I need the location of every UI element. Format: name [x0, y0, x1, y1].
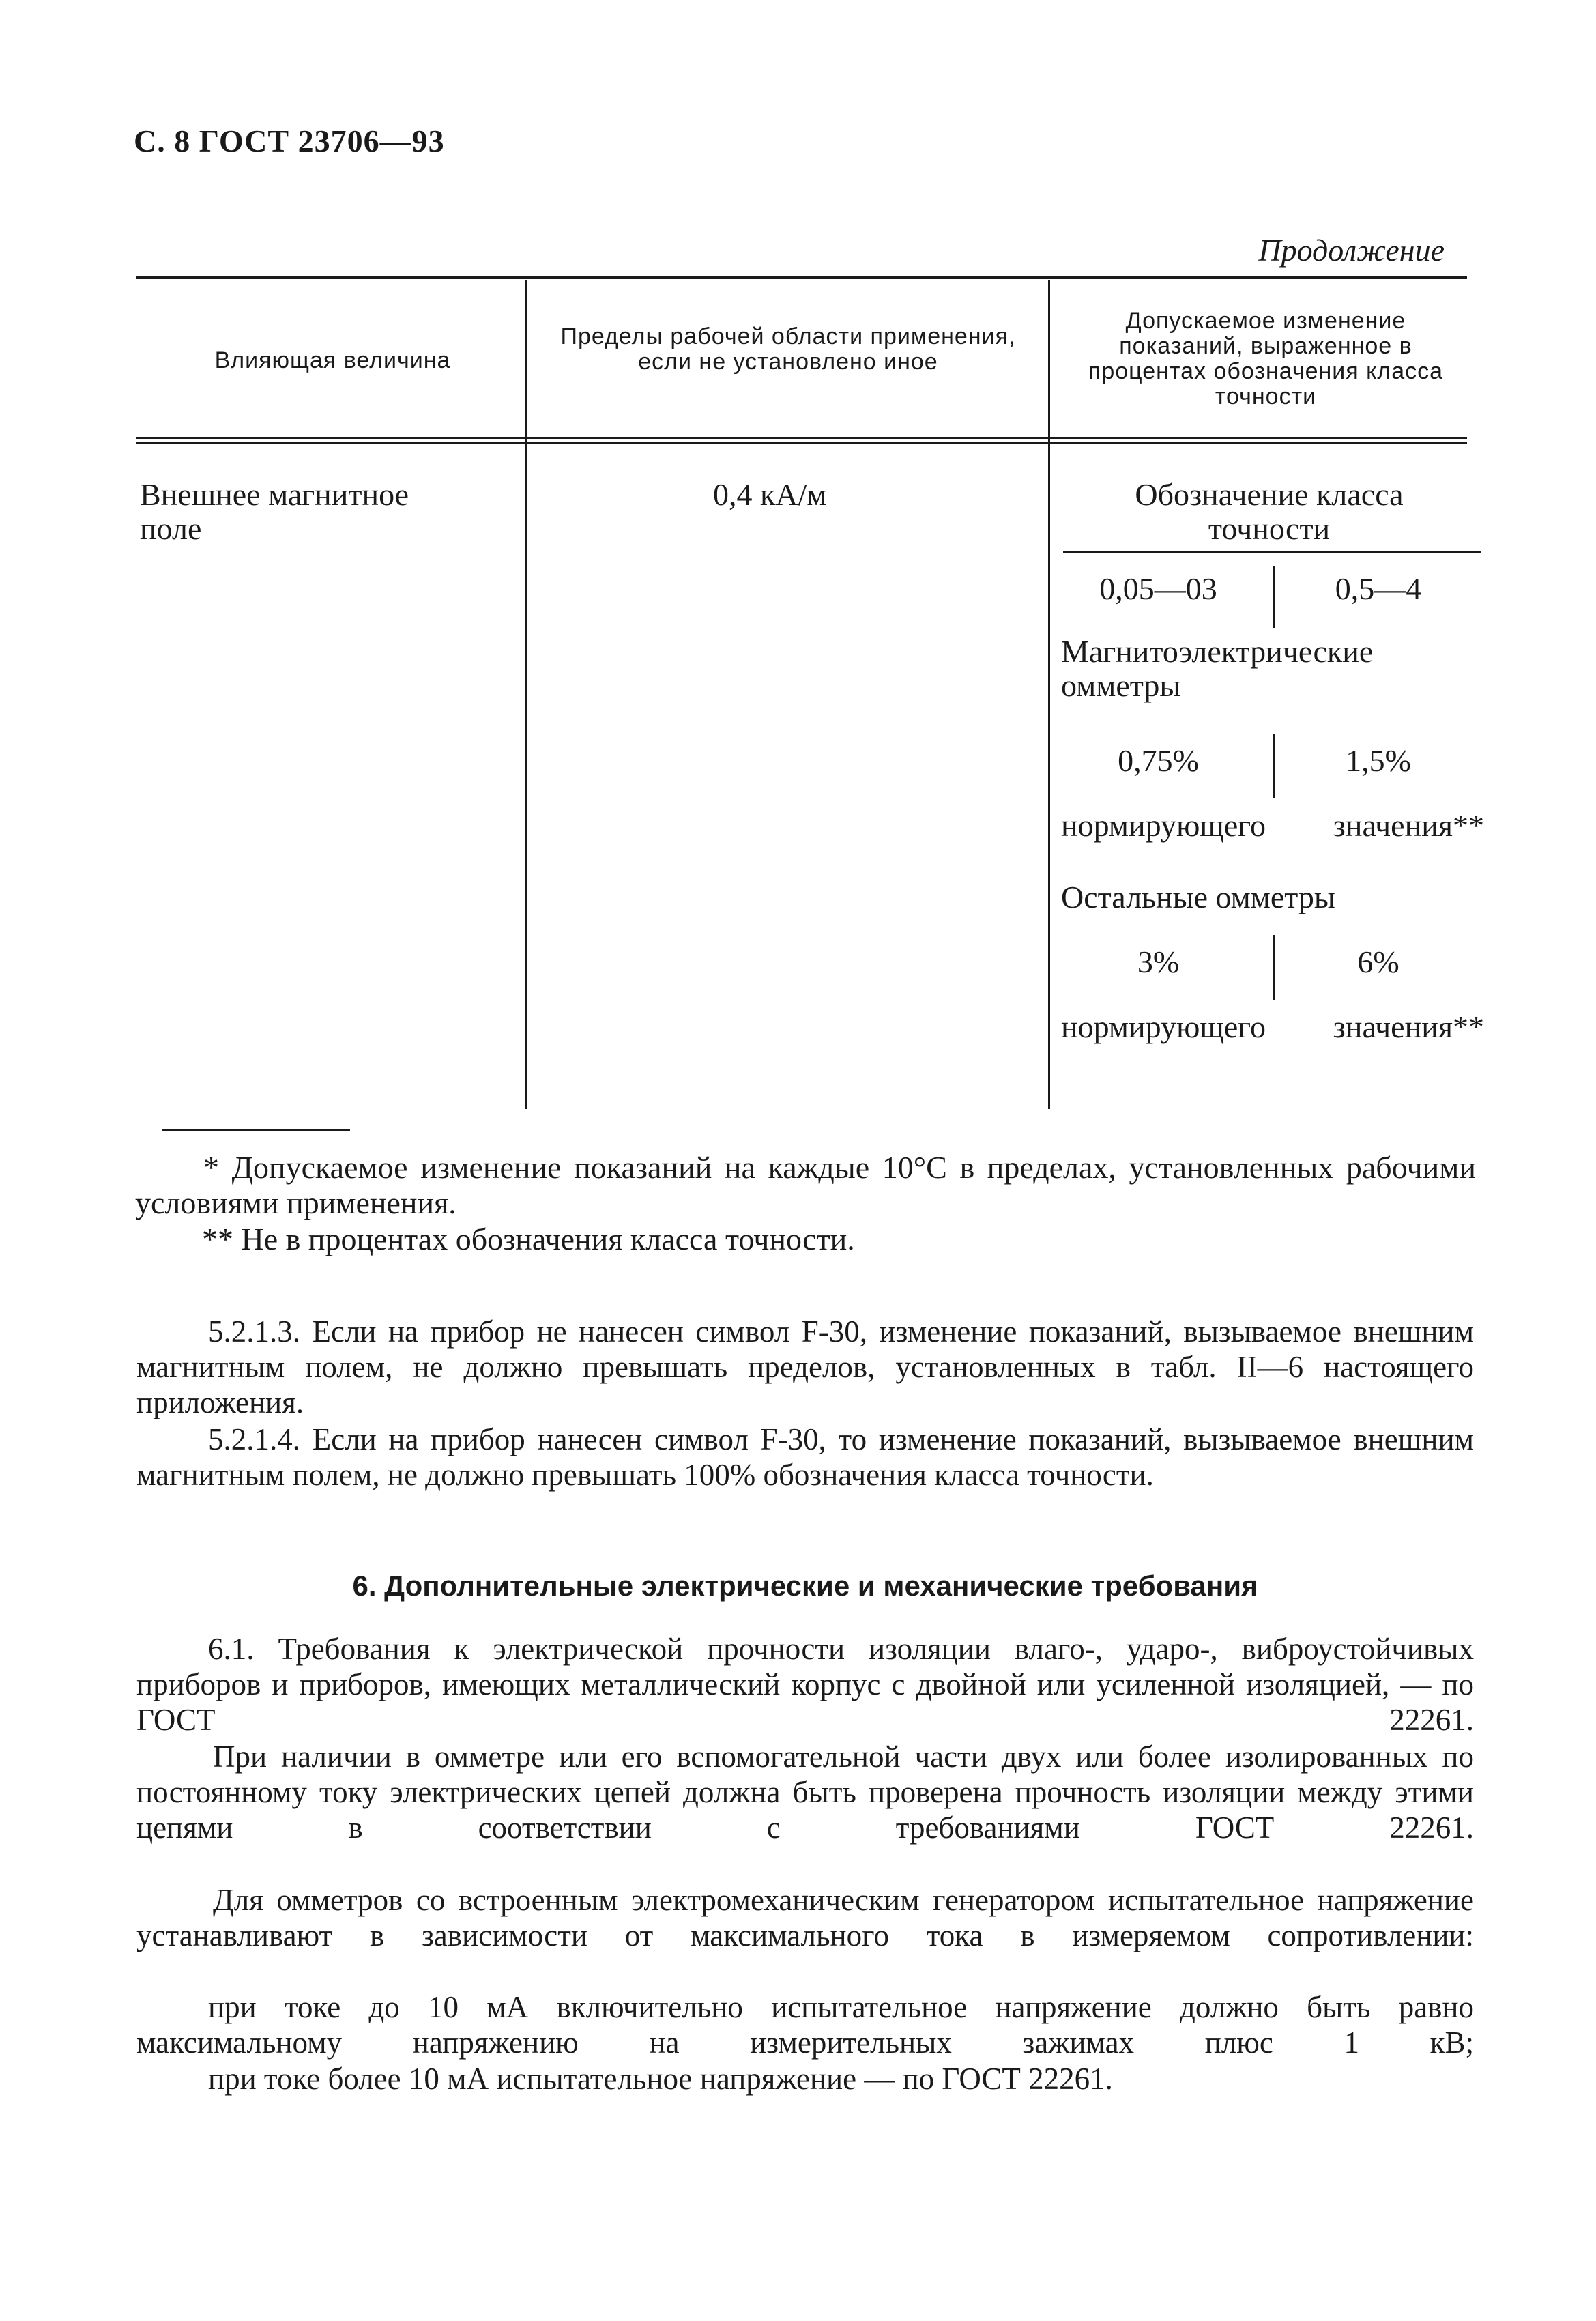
continuation-label: Продолжение	[1258, 233, 1445, 268]
group1-divider	[1273, 734, 1275, 798]
footnote-separator	[162, 1129, 350, 1131]
accuracy-class-title: Обозначение класса точности	[1135, 477, 1404, 546]
footnote-1: * Допускаемое изменение показаний на каждые 10°С в пределах, установленных рабочими условиями применения.	[135, 1150, 1476, 1220]
table-column-divider	[1048, 280, 1050, 1109]
group2-note: нормирующего значения**	[1061, 1009, 1484, 1044]
footnote-2: ** Не в процентах обозначения класса точности.	[202, 1222, 855, 1256]
paragraph-6-1-b: При наличии в омметре или его вспомогательной части двух или более изолированных по постоянному току электрических цепей должна быть проверена прочность изоляции между этими цепями в соответствии с требованиями ГОСТ 22261.	[136, 1740, 1474, 1845]
column-header-deviation: Допускаемое изменение показаний, выраженное в процентах обозначения класса точности	[1088, 308, 1444, 409]
group2-title: Остальные омметры	[1061, 880, 1335, 914]
group2-divider	[1273, 935, 1275, 1000]
table-header-rule	[136, 437, 1467, 439]
section-title: 6. Дополнительные электрические и механические требования	[352, 1570, 1258, 1602]
class-range-left: 0,05—03	[1099, 571, 1217, 606]
group1-note: нормирующего значения**	[1061, 808, 1484, 843]
table-top-rule	[136, 276, 1467, 279]
paragraph-6-1-e: при токе более 10 мА испытательное напряжение — по ГОСТ 22261.	[208, 2062, 1113, 2096]
group1-title: Магнитоэлектрические омметры	[1061, 634, 1374, 703]
cell-quantity: Внешнее магнитное поле	[140, 477, 409, 546]
column-header-quantity: Влияющая величина	[214, 347, 451, 373]
class-range-divider	[1273, 566, 1275, 628]
class-range-right: 0,5—4	[1335, 571, 1422, 606]
paragraph-6-1: 6.1. Требования к электрической прочности изоляции влаго-, ударо-, виброустойчивых приборов и приборов, имеющих металлический корпус с двойной или усиленной изоляцией, — по ГОСТ 22261.	[136, 1632, 1474, 1737]
accuracy-class-rule	[1063, 551, 1481, 553]
paragraph-6-1-d: при токе до 10 мА включительно испытательное напряжение должно быть равно максимальному напряжению на измерительных зажимах плюс 1 кВ;	[136, 1990, 1474, 2060]
table-column-divider	[525, 280, 527, 1109]
group2-left: 3%	[1137, 945, 1180, 979]
group2-right: 6%	[1357, 945, 1399, 979]
group1-right: 1,5%	[1346, 743, 1411, 778]
table-header-rule-thin	[136, 442, 1467, 444]
column-header-limits: Пределы рабочей области применения, если не установлено иное	[560, 323, 1016, 375]
paragraph-5-2-1-3: 5.2.1.3. Если на прибор не нанесен символ F-30, изменение показаний, вызываемое внешним магнитным полем, не должно превышать пределов, установленных в табл. II—6 настоящего приложения.	[136, 1314, 1474, 1419]
cell-limits: 0,4 кА/м	[713, 477, 827, 512]
paragraph-6-1-c: Для омметров со встроенным электромеханическим генератором испытательное напряжение устанавливают в зависимости от максимального тока в измеряемом сопротивлении:	[136, 1883, 1474, 1952]
paragraph-5-2-1-4: 5.2.1.4. Если на прибор нанесен символ F-30, то изменение показаний, вызываемое внешним магнитным полем, не должно превышать 100% обозначения класса точности.	[136, 1422, 1474, 1492]
page-header: С. 8 ГОСТ 23706—93	[134, 124, 445, 158]
group1-left: 0,75%	[1118, 743, 1199, 778]
